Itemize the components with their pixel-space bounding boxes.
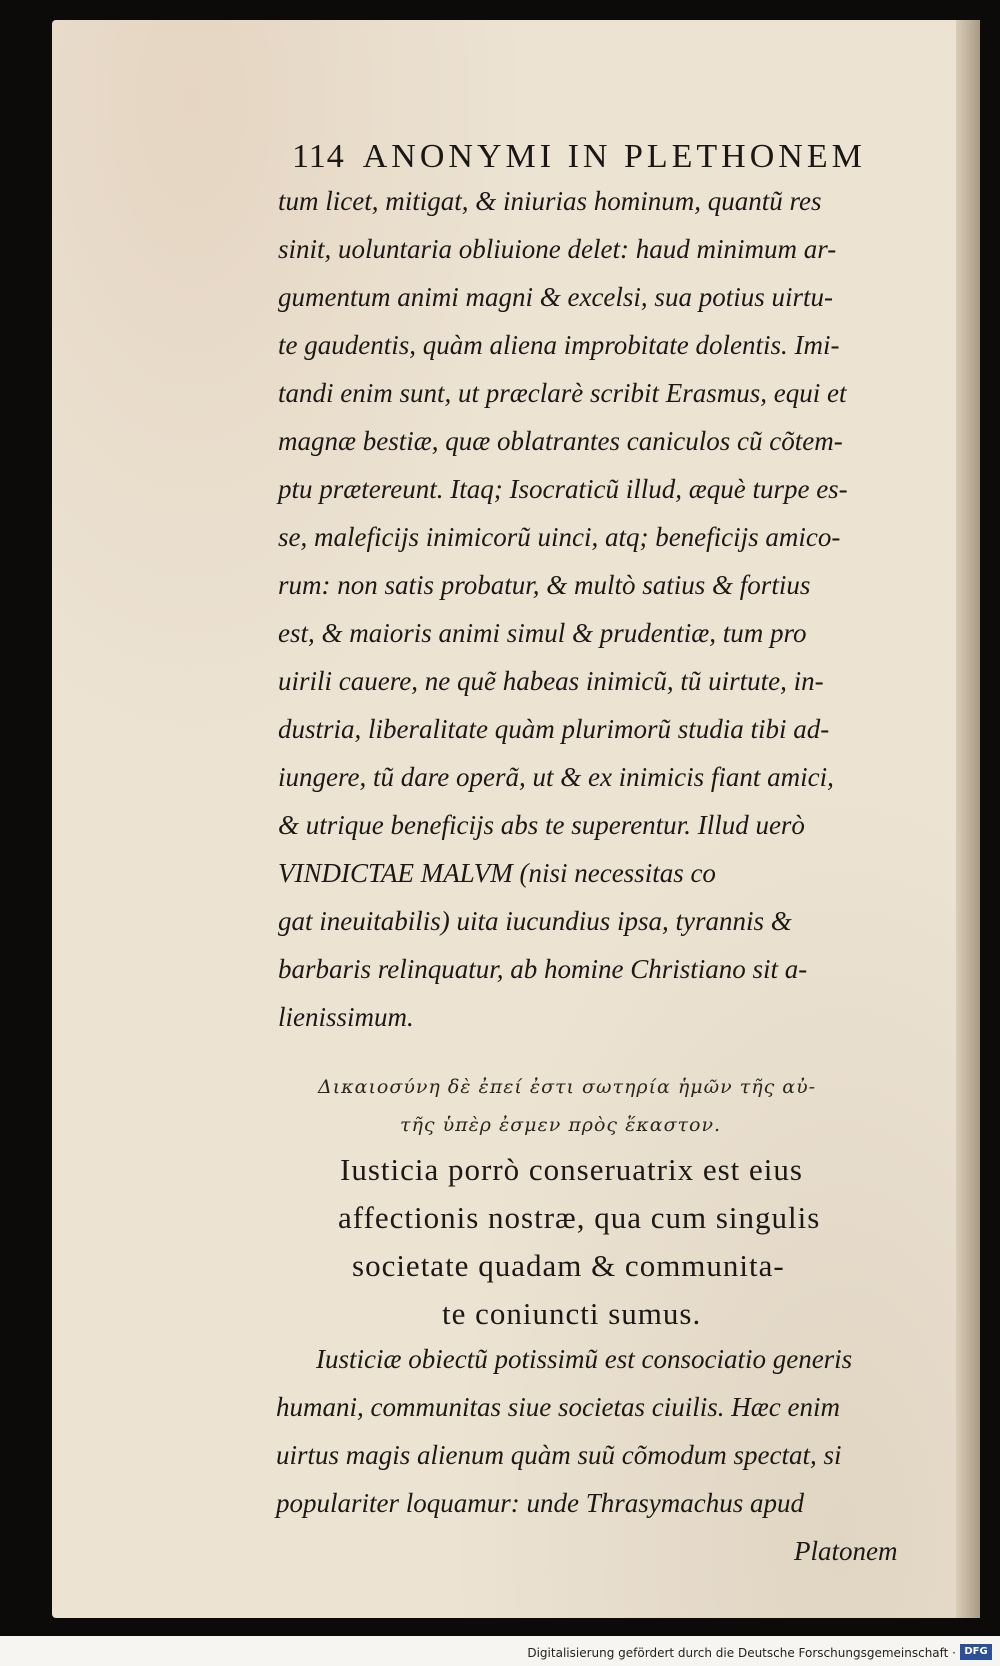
text-line: se, maleficijs inimicorũ uinci, atq; beneficijs amico- — [278, 522, 841, 552]
footer-credit: Digitalisierung gefördert durch die Deutsche Forschungsgemeinschaft · — [527, 1646, 956, 1660]
translation-line: te coniuncti sumus. — [442, 1296, 702, 1331]
text-line: sinit, uoluntaria obliuione delet: haud minimum ar- — [278, 234, 837, 264]
footer-bar — [0, 1636, 1000, 1666]
text-line: populariter loquamur: unde Thrasymachus apud — [276, 1488, 804, 1518]
greek-line: τῆς ὑπὲρ ἐσμεν πρὸς ἕκαστον. — [400, 1114, 722, 1136]
text-line: rum: non satis probatur, & multò satius & fortius — [278, 570, 811, 600]
text-line: & utrique beneficijs abs te superentur. Illud uerò — [278, 810, 805, 840]
text-line: dustria, liberalitate quàm plurimorũ studia tibi ad- — [278, 714, 830, 744]
text-line: uirtus magis alienum quàm suũ cõmodum spectat, si — [276, 1440, 842, 1470]
page-number: 114 — [292, 138, 345, 175]
text-line: gat ineuitabilis) uita iucundius ipsa, tyrannis & — [278, 906, 792, 936]
translation-line: affectionis nostræ, qua cum singulis — [338, 1200, 821, 1235]
text-line: te gaudentis, quàm aliena improbitate dolentis. Imi- — [278, 330, 840, 360]
text-line: magnæ bestiæ, quæ oblatrantes caniculos cũ cõtem- — [278, 426, 843, 456]
dfg-logo: DFG — [960, 1644, 992, 1660]
catchword: Platonem — [794, 1536, 898, 1566]
text-line: tum licet, mitigat, & iniurias hominum, quantũ res — [278, 186, 822, 216]
translation-line: Iusticia porrò conseruatrix est eius — [340, 1152, 803, 1187]
greek-line: Δικαιοσύνη δὲ ἐπεί ἐστι σωτηρία ἡμῶν τῆς αὐ- — [318, 1076, 817, 1098]
text-line: lienissimum. — [278, 1002, 414, 1032]
text-line: Iusticiæ obiectũ potissimũ est consociatio generis — [316, 1344, 853, 1374]
page-edge — [956, 20, 980, 1618]
text-line: iungere, tũ dare operã, ut & ex inimicis fiant amici, — [278, 762, 834, 792]
translation-line: societate quadam & communita- — [352, 1248, 785, 1283]
text-line: VINDICTAE MALVM (nisi necessitas co — [278, 858, 716, 888]
text-line: est, & maioris animi simul & prudentiæ, tum pro — [278, 618, 807, 648]
text-line: gumentum animi magni & excelsi, sua potius uirtu- — [278, 282, 833, 312]
text-line: humani, communitas siue societas ciuilis. Hæc enim — [276, 1392, 840, 1422]
text-line: ptu prætereunt. Itaq; Isocraticũ illud, æquè turpe es- — [278, 474, 848, 504]
text-line: uirili cauere, ne quẽ habeas inimicũ, tũ uirtute, in- — [278, 666, 824, 696]
running-head — [292, 138, 912, 186]
text-line: tandi enim sunt, ut præclarè scribit Erasmus, equi et — [278, 378, 847, 408]
text-line: barbaris relinquatur, ab homine Christiano sit a- — [278, 954, 808, 984]
running-head-title: ANONYMI IN PLETHONEM — [362, 138, 866, 175]
